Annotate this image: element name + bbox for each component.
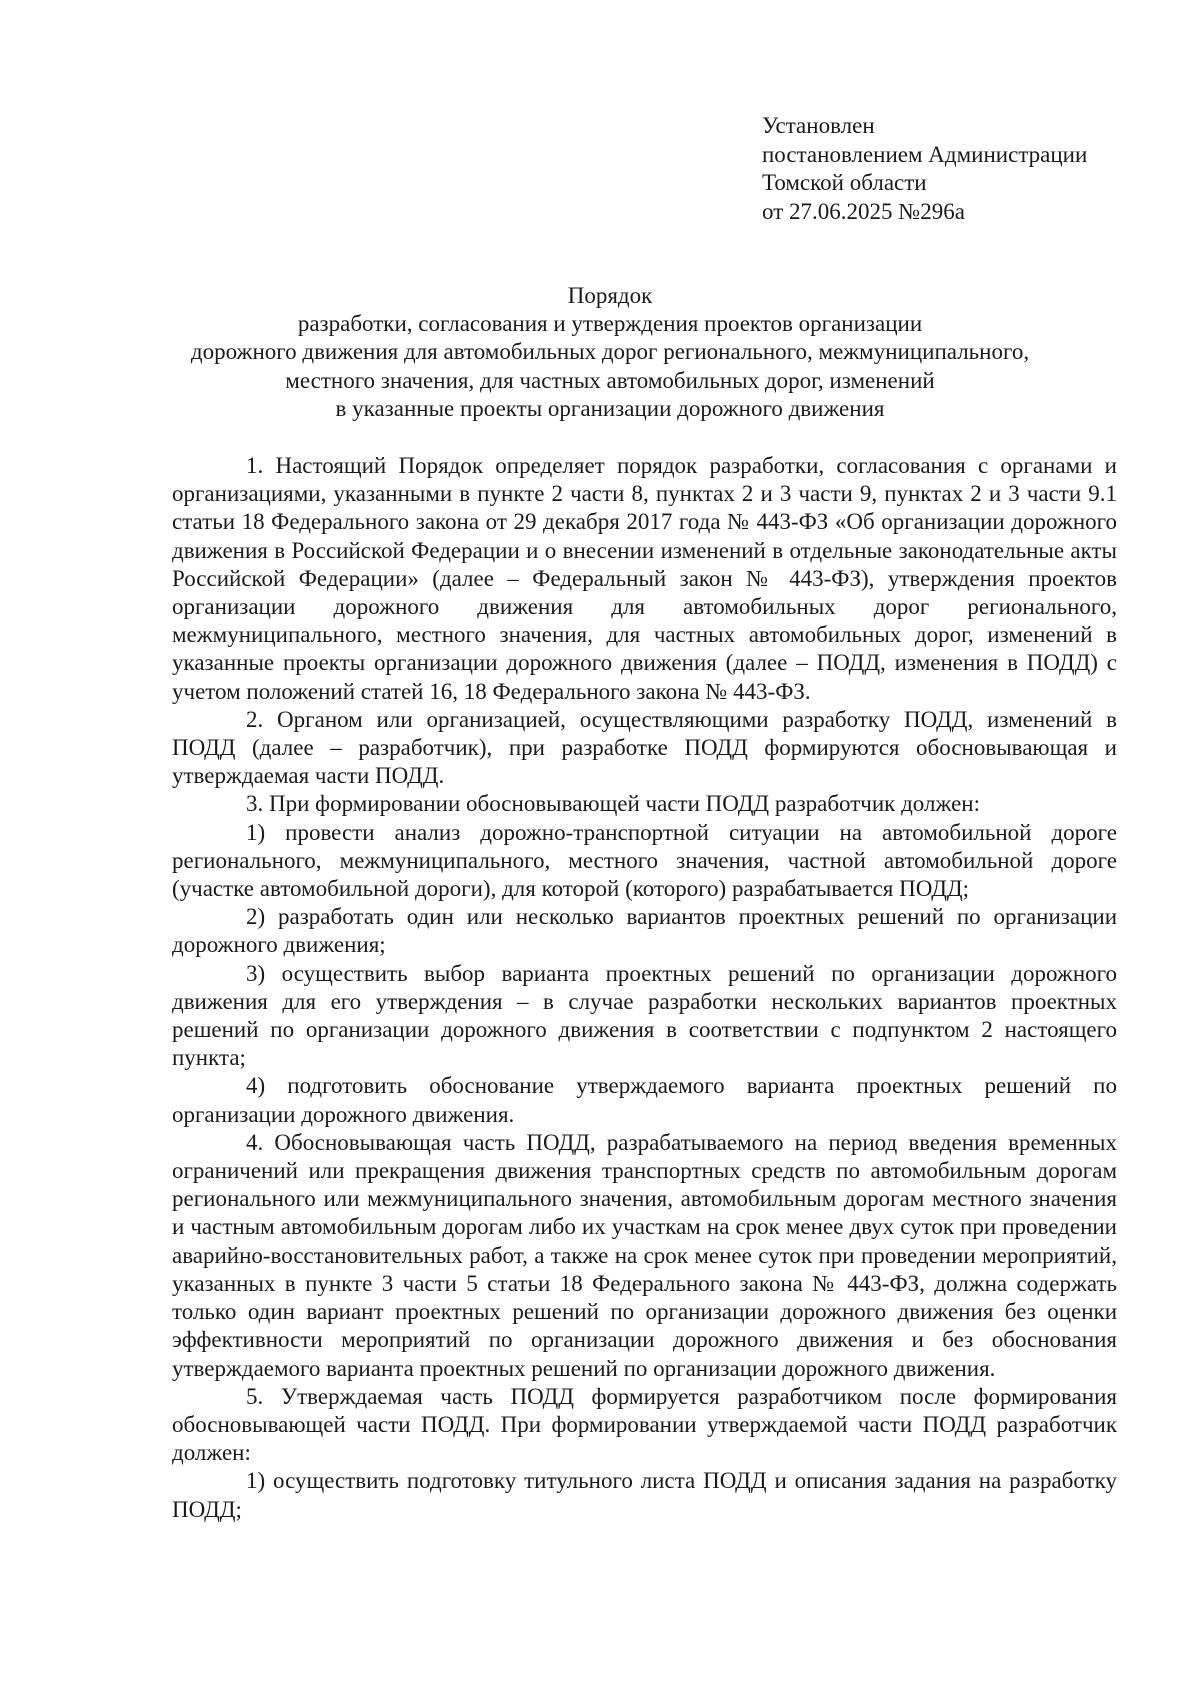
approval-line: Томской области <box>762 170 927 195</box>
subparagraph-3-2: 2) разработать один или несколько вариантов проектных решений по организации дорожного движения; <box>172 904 1117 958</box>
paragraph-2: 2. Органом или организацией, осуществляющими разработку ПОДД, изменений в ПОДД (далее – разработчик), при разработке ПОДД формируются обосновывающая и утверждаемая части ПОДД. <box>172 706 1117 789</box>
title-line: в указанные проекты организации дорожного движения <box>335 395 885 421</box>
paragraph-3: 3. При формировании обосновывающей части ПОДД разработчик должен: <box>246 791 980 817</box>
paragraph-1: 1. Настоящий Порядок определяет порядок разработки, согласования с органами и организациями, указанными в пункте 2 части 8, пунктах 2 и 3 части 9, пунктах 2 и 3 части 9.1 статьи 18 Федерального закона от 29 декабря 2017 года № 443-ФЗ «Об организации дорожного движения в Российской Федерации и о внесении изменений в отдельные законодательные акты Российской Федерации» (далее – Федеральный закон № 443-ФЗ), утверждения проектов организации дорожного движения для автомобильных дорог регионального, межмуниципального, местного значения, для частных автомобильных дорог, изменений в указанные проекты организации дорожного движения (далее – ПОДД, изменения в ПОДД) с учетом положений статей 16, 18 Федерального закона № 443-ФЗ. <box>172 453 1117 704</box>
subparagraph-3-4: 4) подготовить обоснование утверждаемого варианта проектных решений по организации дорожного движения. <box>172 1073 1117 1127</box>
subparagraph-3-3: 3) осуществить выбор варианта проектных решений по организации дорожного движения для его утверждения – в случае разработки нескольких вариантов проектных решений по организации дорожного движения в соответствии с подпунктом 2 настоящего пункта; <box>172 960 1117 1071</box>
title-line: разработки, согласования и утверждения проектов организации <box>297 311 923 337</box>
approval-line: постановлением Администрации <box>762 141 1088 167</box>
title-heading: Порядок <box>567 283 653 308</box>
subparagraph-3-1: 1) провести анализ дорожно-транспортной ситуации на автомобильной дороге регионального, межмуниципального, местного значения, частной автомобильной дороге (участке автомобильной дороги), для которой (которого) разрабатывается ПОДД; <box>172 819 1117 902</box>
document-title <box>150 282 1070 423</box>
approval-line: Установлен <box>762 113 875 138</box>
approval-block <box>762 112 1087 226</box>
paragraph-5: 5. Утверждаемая часть ПОДД формируется разработчиком после формирования обосновывающей части ПОДД. При формировании утверждаемой части ПОДД разработчик должен: <box>172 1383 1117 1466</box>
subparagraph-5-1: 1) осуществить подготовку титульного листа ПОДД и описания задания на разработку ПОДД; <box>172 1468 1117 1522</box>
title-line: местного значения, для частных автомобильных дорог, изменений <box>285 367 935 393</box>
document-body <box>172 452 1117 1524</box>
approval-date-number: от 27.06.2025 №296а <box>762 198 965 224</box>
title-line: дорожного движения для автомобильных дорог регионального, межмуниципального, <box>190 339 1030 365</box>
paragraph-4: 4. Обосновывающая часть ПОДД, разрабатываемого на период введения временных ограничений или прекращения движения транспортных средств по автомобильным дорогам регионального или межмуниципального значения, автомобильным дорогам местного значения и частным автомобильным дорогам либо их участкам на срок менее двух суток при проведении аварийно-восстановительных работ, а также на срок менее суток при проведении мероприятий, указанных в пункте 3 части 5 статьи 18 Федерального закона № 443-ФЗ, должна содержать только один вариант проектных решений по организации дорожного движения без оценки эффективности мероприятий по организации дорожного движения и без обоснования утверждаемого варианта проектных решений по организации дорожного движения. <box>172 1129 1117 1381</box>
